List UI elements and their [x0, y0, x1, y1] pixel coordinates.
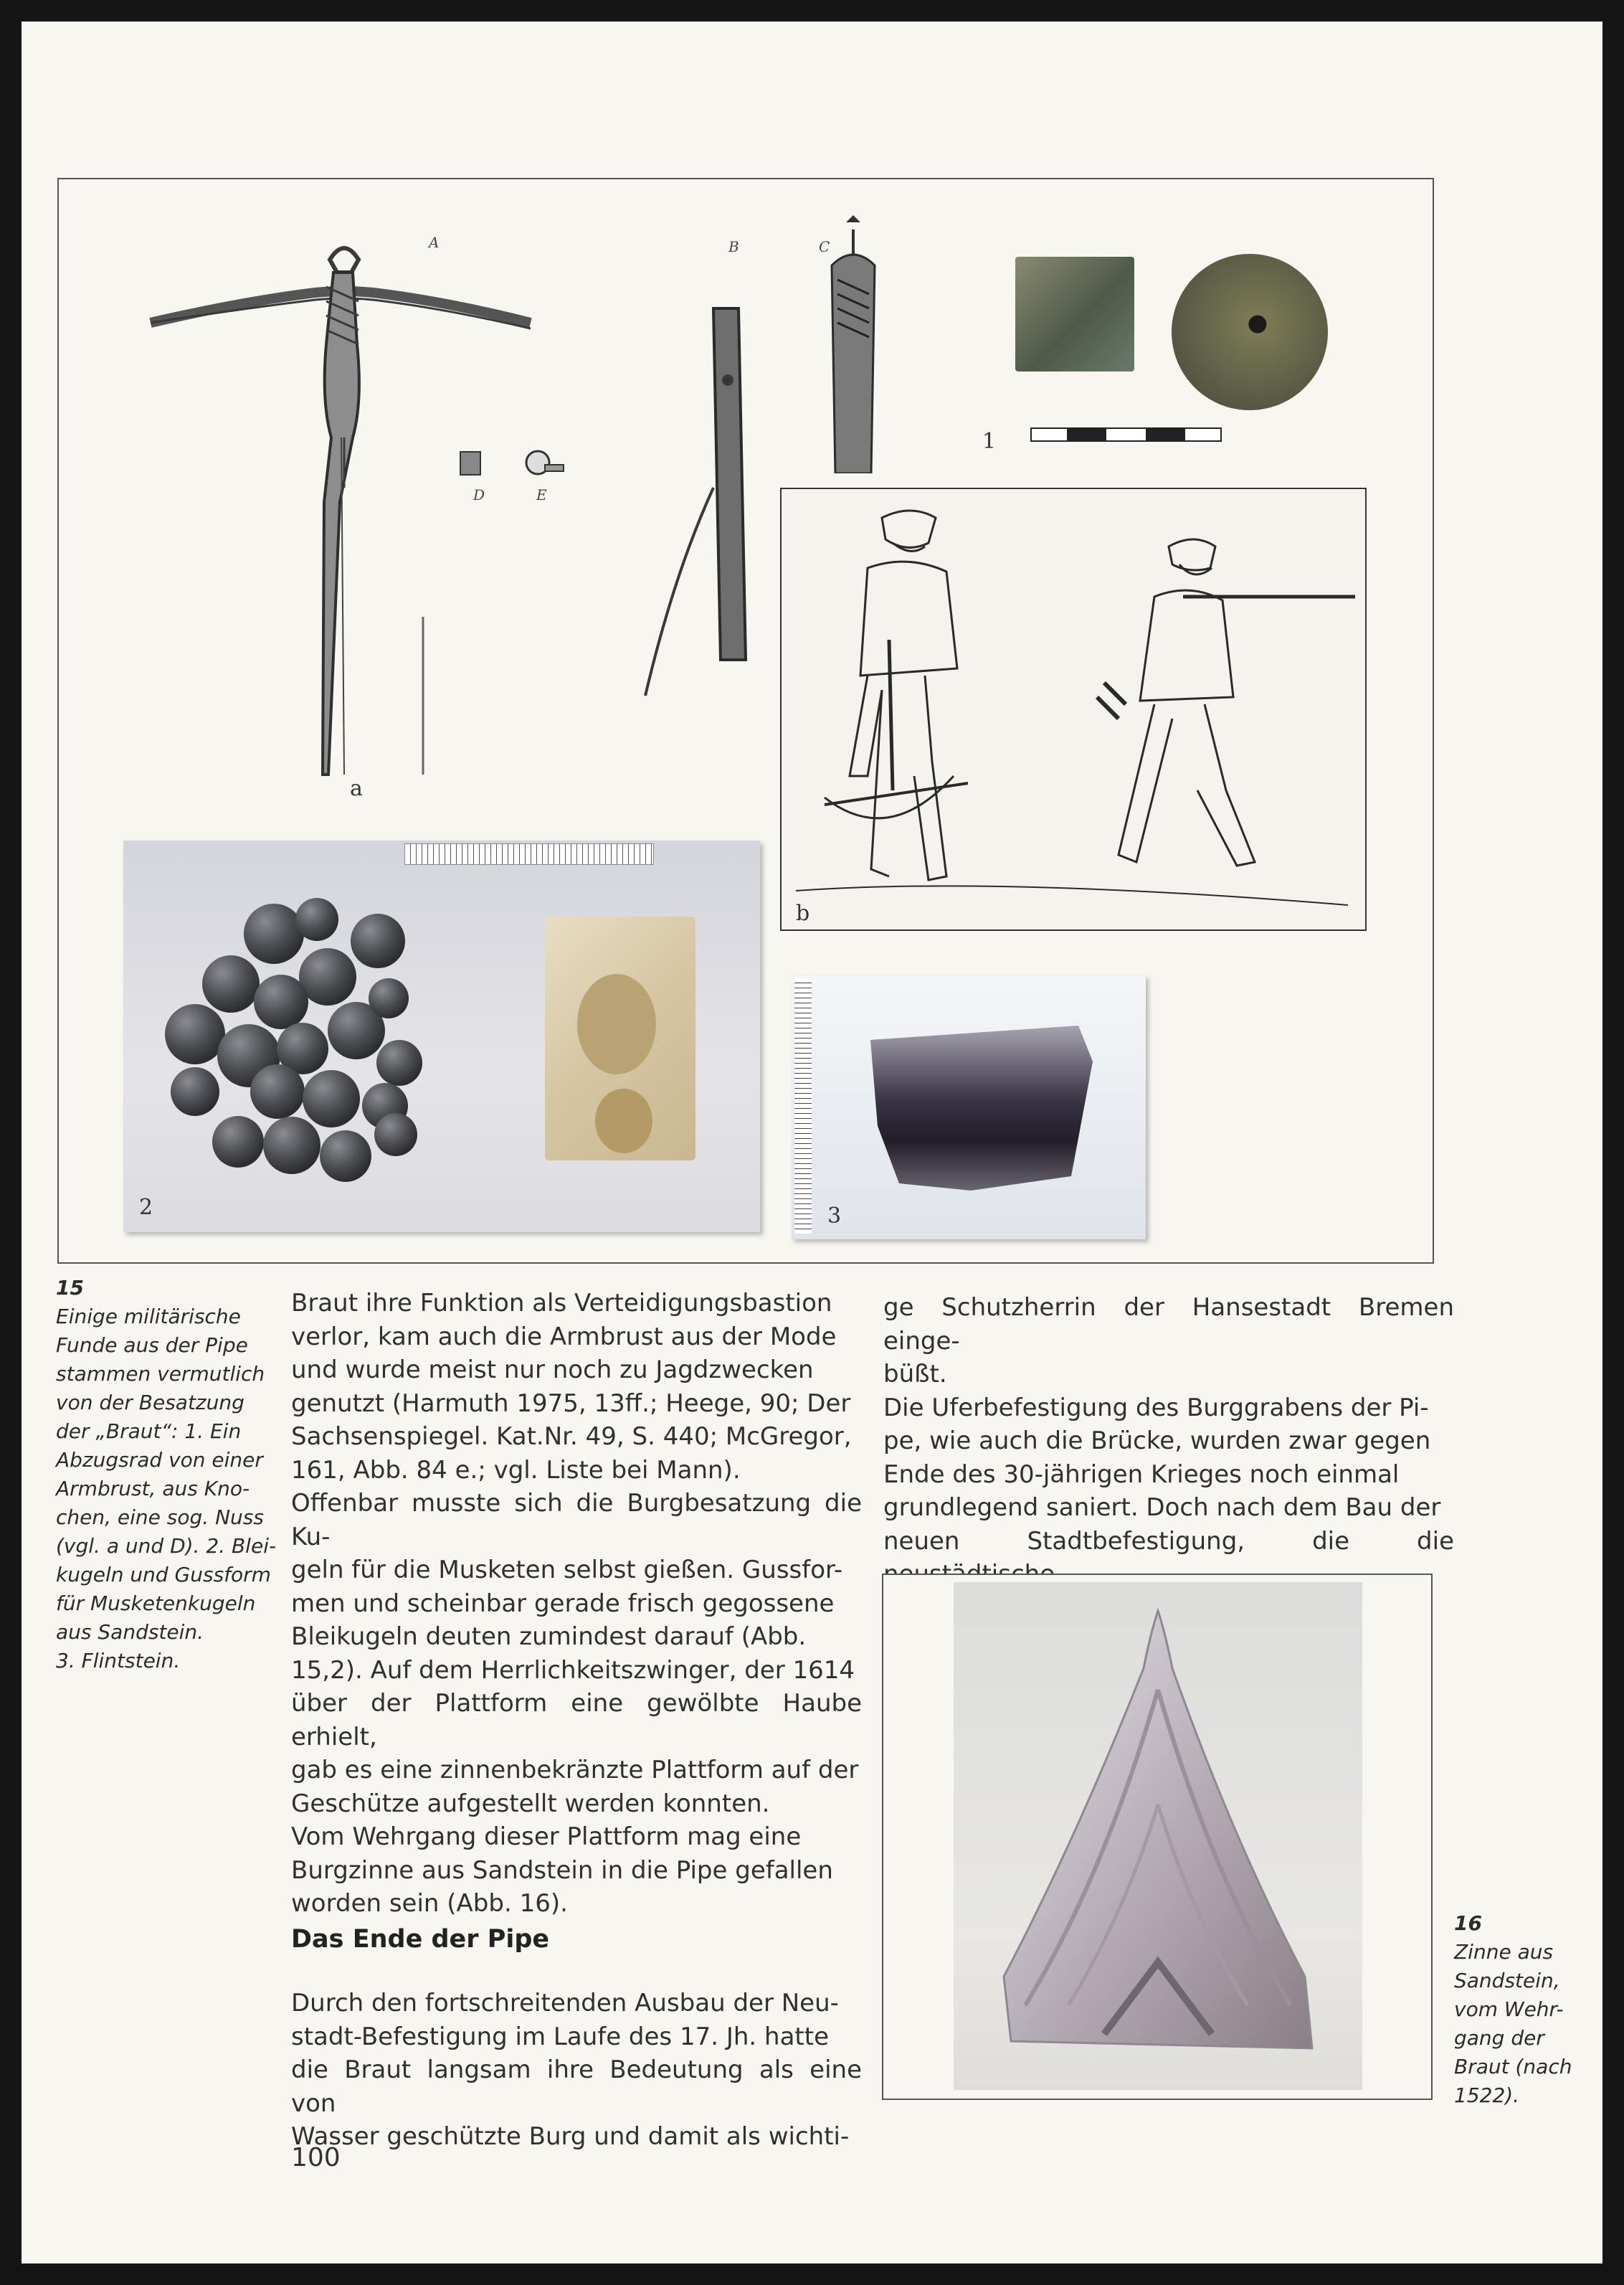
caption-line: chen, eine sog. Nuss [56, 1505, 264, 1529]
text-line: grundlegend saniert. Doch nach dem Bau der [883, 1493, 1441, 1522]
caption-line: Abzugsrad von einer [56, 1448, 263, 1472]
drawing-label-e: E [536, 486, 547, 503]
caption-line: 3. Flintstein. [56, 1649, 181, 1673]
text-line: ge Schutzherrin der Hansestadt Bremen einge- [883, 1293, 1454, 1356]
drawing-label-b: B [728, 238, 739, 255]
text-line: und wurde meist nur noch zu Jagdzwecken [291, 1356, 814, 1384]
caption-line: aus Sandstein. [56, 1620, 204, 1644]
flint-photo [792, 975, 1146, 1239]
nut-round-photo [1172, 254, 1328, 410]
caption-line: Einige militärische [56, 1305, 241, 1328]
text-line: 161, Abb. 84 e.; vgl. Liste bei Mann). [291, 1455, 741, 1485]
panel-label-a: a [350, 776, 363, 801]
trigger-nut-photo [1001, 234, 1359, 422]
paragraph [291, 1287, 862, 1487]
sandstone-merlon [997, 1604, 1319, 2063]
text-column-1-continued [291, 1987, 862, 2154]
drawing-label-d: D [473, 486, 485, 503]
text-line: neuen Stadtbefestigung, die die [883, 1526, 1454, 1556]
flint-ruler [794, 978, 812, 1234]
text-line: men und scheinbar gerade frisch gegossene [291, 1589, 835, 1618]
text-line: Die Uferbefestigung des Burggrabens der Pi- [883, 1393, 1429, 1422]
caption-line: kugeln und Gussform [56, 1563, 271, 1586]
text-line: büßt. [883, 1360, 947, 1388]
paragraph [883, 1391, 1454, 1591]
caption-line: Sandstein, [1454, 1969, 1560, 1992]
text-line: verlor, kam auch die Armbrust aus der Mode [291, 1322, 837, 1351]
figure-16-frame [882, 1574, 1433, 2100]
text-line: über der Plattform eine gewölbte Haube erhielt, [291, 1689, 862, 1751]
caption-line: der „Braut“: 1. Ein [56, 1419, 242, 1443]
photo-label-2: 2 [139, 1195, 153, 1220]
paragraph [291, 1987, 862, 2154]
text-line: stadt-Befestigung im Laufe des 17. Jh. hatte [291, 2022, 829, 2051]
text-line: Durch den fortschreitenden Ausbau der Neu- [291, 1989, 839, 2017]
text-line: Ende des 30-jährigen Krieges noch einmal [883, 1460, 1400, 1489]
flint-stone [856, 1018, 1100, 1198]
figure-15-number: 15 [56, 1276, 84, 1300]
caption-line: Funde aus der Pipe [56, 1333, 248, 1357]
text-line: Offenbar musste sich die Burgbesatzung die Ku- [291, 1489, 862, 1551]
page-number: 100 [291, 2143, 341, 2172]
photo-label-3: 3 [827, 1203, 842, 1229]
mould-ruler [404, 843, 654, 865]
text-column-1 [291, 1287, 862, 1921]
drawing-label-c: C [819, 238, 830, 255]
panel-label-b: b [796, 901, 810, 926]
caption-line: vom Wehr- [1454, 1997, 1564, 2021]
text-line: Bleikugeln deuten zumindest darauf (Abb. [291, 1622, 807, 1651]
figure-16-number: 16 [1454, 1911, 1482, 1935]
caption-line: 1522). [1454, 2083, 1520, 2107]
figure-16-caption [1454, 1909, 1597, 2110]
caption-line: für Musketenkugeln [56, 1591, 256, 1615]
drawing-label-a: A [429, 234, 440, 251]
caption-line: (vgl. a und D). 2. Blei- [56, 1534, 277, 1558]
caption-line: gang der [1454, 2026, 1544, 2050]
lead-balls-mould-photo [123, 841, 760, 1232]
text-column-2 [883, 1291, 1454, 1591]
caption-line: stammen vermutlich [56, 1362, 265, 1386]
caption-line: Braut (nach [1454, 2055, 1572, 2078]
book-page [22, 22, 1602, 2263]
text-line: die Braut langsam ihre Bedeutung als eine von [291, 2055, 862, 2118]
text-line: Wasser geschützte Burg und damit als wichti- [291, 2122, 850, 2151]
text-line: Geschütze aufgestellt werden konnten. [291, 1789, 770, 1818]
text-line: pe, wie auch die Brücke, wurden zwar gegen [883, 1427, 1431, 1455]
paragraph [883, 1291, 1454, 1391]
paragraph [291, 1820, 862, 1921]
scale-bar [1010, 426, 1225, 448]
text-line: gab es eine zinnenbekränzte Plattform auf der [291, 1756, 859, 1784]
section-heading: Das Ende der Pipe [291, 1925, 550, 1954]
text-line: Braut ihre Funktion als Verteidigungsbastion [291, 1289, 832, 1317]
soldiers-sketch [782, 489, 1365, 929]
merlon-photo [954, 1582, 1362, 2090]
sandstone-mould [545, 917, 695, 1160]
paragraph [291, 1487, 862, 1820]
crossbowman-illustration [780, 488, 1367, 931]
text-line: Sachsenspiegel. Kat.Nr. 49, S. 440; McGregor, [291, 1422, 852, 1451]
text-line: worden sein (Abb. 16). [291, 1889, 568, 1918]
text-line: geln für die Musketen selbst gießen. Gussfor- [291, 1556, 843, 1584]
crossbow-drawing [129, 201, 774, 818]
figure-15-caption [56, 1274, 293, 1675]
text-line: Burgzinne aus Sandstein in die Pipe gefallen [291, 1855, 833, 1885]
text-line: 15,2). Auf dem Herrlichkeitszwinger, der 1614 [291, 1655, 855, 1685]
nut-side-photo [1015, 257, 1134, 372]
text-line: Vom Wehrgang dieser Plattform mag eine [291, 1822, 802, 1851]
caption-line: Zinne aus [1454, 1940, 1554, 1964]
caption-line: von der Besatzung [56, 1391, 244, 1414]
photo-label-1: 1 [982, 429, 997, 454]
lead-balls [152, 876, 489, 1206]
caption-line: Armbrust, aus Kno- [56, 1477, 250, 1500]
text-line: genutzt (Harmuth 1975, 13ff.; Heege, 90; Der [291, 1388, 851, 1418]
